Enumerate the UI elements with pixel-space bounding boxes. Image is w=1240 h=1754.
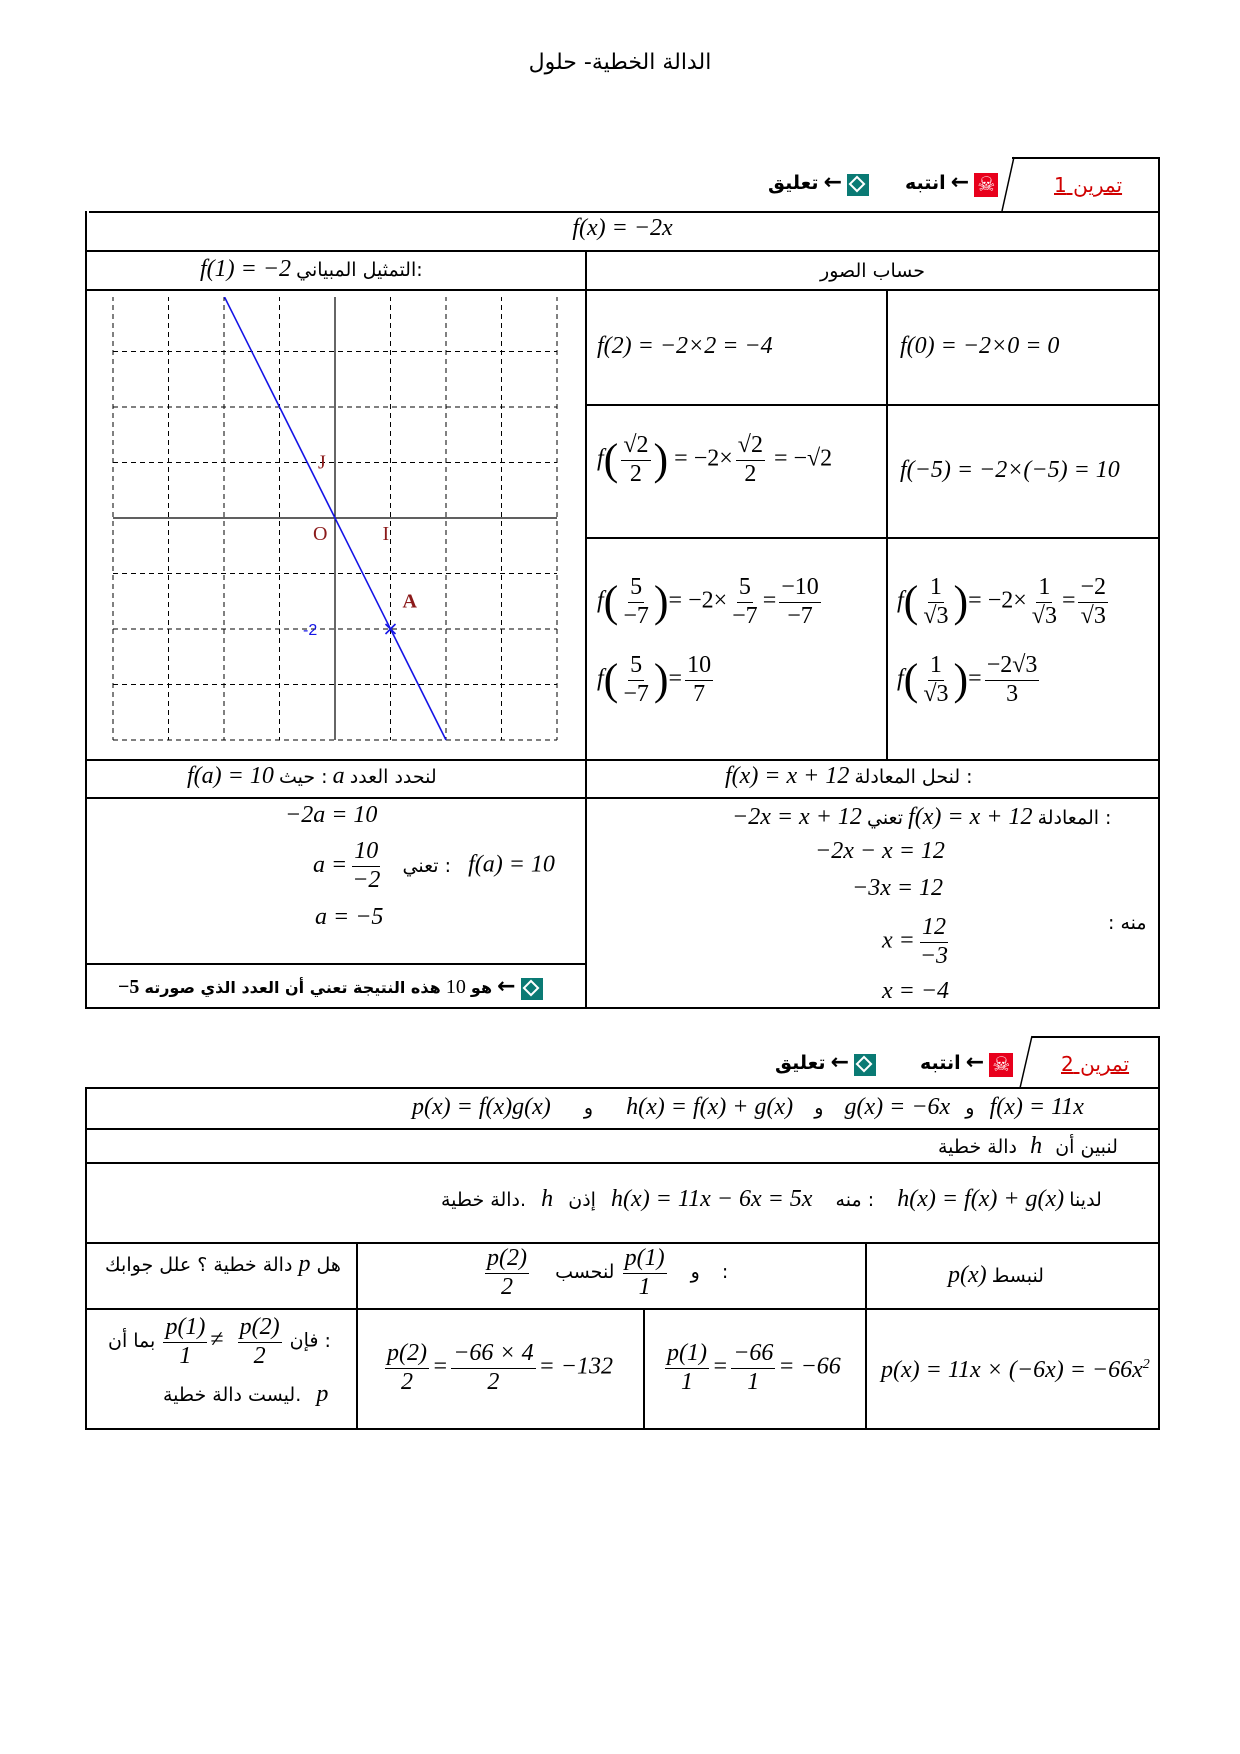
eq-minus2-times: = −2× <box>674 445 733 472</box>
exercise-1-note <box>118 974 543 1000</box>
arrow-icon: ← <box>497 974 516 999</box>
eqn-intro-math: f(x) = x + 12 <box>908 804 1033 830</box>
two: 2 <box>629 460 642 487</box>
h-calc: h(x) = 11x − 6x = 5x <box>611 1186 813 1212</box>
one: 1 <box>179 1342 192 1369</box>
warning-icon <box>974 173 998 197</box>
page-title: الدالة الخطية- حلول <box>528 50 712 75</box>
we-have: لدينا <box>1069 1189 1102 1211</box>
sqrt3: √3 <box>923 680 949 707</box>
simplify-header <box>948 1262 1044 1289</box>
eq-minus2-times: = −2× <box>968 587 1027 614</box>
label-j: J <box>318 451 326 474</box>
graph-header-math: f(1) = −2 <box>200 256 292 282</box>
warning-legend <box>905 170 998 197</box>
eqn-intro <box>732 804 1111 831</box>
question-a: هل <box>316 1254 341 1276</box>
eqn-den: −3 <box>919 942 949 969</box>
find-header-math: f(a) = 10 <box>187 763 274 789</box>
sqrt2: √2 <box>736 432 765 461</box>
def-p: p(x) = f(x)g(x) <box>412 1094 551 1120</box>
and: و <box>965 1097 975 1119</box>
p1: p(1) <box>623 1245 667 1274</box>
so: إذن <box>568 1189 596 1211</box>
calc-f-1-over-sqrt3-result: f( $\frac{1}{√3}$ )= $\frac{-2√3}{3}$ <box>897 652 1038 707</box>
compute-header <box>482 1245 728 1301</box>
p2-calc: $\frac{p(2)}{2}$ = $\frac{-66 \times 4}{2}$ = −132 <box>387 1340 613 1395</box>
h-proof <box>441 1186 1102 1213</box>
two: 2 <box>500 1273 513 1300</box>
p2-res: = −132 <box>538 1353 613 1380</box>
five: 5 <box>628 574 644 603</box>
and: و <box>583 1097 594 1119</box>
comment-label: تعليق <box>768 172 819 194</box>
a-den: −2 <box>352 866 381 893</box>
ten: 10 <box>685 652 713 681</box>
calc-f0: f(0) = −2×0 = 0 <box>900 333 1060 359</box>
warning-label: انتبه <box>920 1052 961 1074</box>
minus-seven: −7 <box>623 602 649 629</box>
eqn-x-frac <box>882 914 953 970</box>
a-final: a = −5 <box>315 904 384 930</box>
minus-seven: −7 <box>787 602 813 629</box>
a-cond: f(a) = 10 <box>468 851 555 878</box>
note-value: −5 <box>118 976 140 998</box>
graph <box>110 297 570 752</box>
p2: p(2) <box>385 1340 429 1369</box>
warning-icon <box>989 1053 1013 1077</box>
eqn-num: 12 <box>920 914 948 943</box>
a-line1: −2a = 10 <box>285 802 378 828</box>
calc-f2: f(2) = −2×2 = −4 <box>597 333 773 359</box>
solve-header-math: f(x) = x + 12 <box>725 763 850 789</box>
comment-icon <box>521 978 543 1000</box>
concl: ليست دالة خطية. <box>163 1384 302 1406</box>
arrow-icon: ← <box>965 1050 985 1075</box>
p1: p(1) <box>665 1340 709 1369</box>
p1-calc: $\frac{p(1)}{1}$ = $\frac{-66}{1}$ = −66 <box>667 1340 841 1395</box>
two: 2 <box>487 1368 500 1395</box>
note-text: هذه النتيجة تعني أن العدد الذي صورته <box>144 978 441 997</box>
calc-fm5: f(−5) = −2×(−5) = 10 <box>900 457 1120 483</box>
a-num: 10 <box>352 838 380 867</box>
solve-header <box>725 763 973 790</box>
label-a: A <box>402 590 417 613</box>
function-definition: f(x) = −2x <box>572 215 673 241</box>
p2: p(2) <box>485 1245 529 1274</box>
p2-num: −66 × 4 <box>451 1340 535 1369</box>
three: 3 <box>1006 680 1019 707</box>
question-b: دالة خطية ؟ علل جوابك <box>105 1254 293 1276</box>
one: 1 <box>928 574 944 603</box>
minus-two: −2 <box>1078 574 1108 603</box>
p-expand <box>881 1357 1150 1384</box>
eqn-x: x = <box>882 927 915 954</box>
question-var: p <box>298 1251 311 1277</box>
compute-text: لنحسب : <box>555 1260 729 1283</box>
calc-f-5-over-m7: f( $\frac{5}{-7}$ )= −2× $\frac{5}{-7}$ = $\frac{-10}{-7}$ <box>597 574 819 629</box>
comment-icon <box>847 174 869 196</box>
note-ten: 10 <box>445 976 466 998</box>
then: فإن <box>289 1329 319 1352</box>
def-g: g(x) = −6x <box>844 1094 951 1120</box>
five: 5 <box>628 652 644 681</box>
graph-header-text: التمثيل المبياني: <box>296 259 423 281</box>
solve-header-text: لنحل المعادلة : <box>854 766 973 788</box>
warning-label: انتبه <box>905 172 946 194</box>
seven: 7 <box>693 680 706 707</box>
show-var: h <box>1030 1133 1043 1159</box>
simplify-math: p(x) <box>948 1262 987 1288</box>
result: = −√2 <box>773 445 833 472</box>
one: 1 <box>638 1273 651 1300</box>
note-text-b: هو <box>470 978 493 997</box>
minus-seven: −7 <box>732 602 758 629</box>
sqrt3: √3 <box>1080 602 1106 629</box>
h-def: h(x) = f(x) + g(x) <box>897 1186 1065 1212</box>
exercise-1-title: تمرين 1 <box>1054 173 1123 197</box>
a-means: تعني : <box>402 854 451 877</box>
comment-legend <box>775 1050 876 1076</box>
one: 1 <box>1036 574 1052 603</box>
p1: p(1) <box>163 1314 207 1343</box>
minus-ten: −10 <box>779 574 821 603</box>
defs-row <box>412 1094 1084 1121</box>
one: 1 <box>747 1368 760 1395</box>
comment-label: تعليق <box>775 1052 826 1074</box>
find-header-var: a <box>332 763 345 789</box>
find-header <box>187 763 437 790</box>
a-line2 <box>313 838 555 894</box>
one: 1 <box>928 652 944 681</box>
show-b: دالة خطية <box>938 1136 1018 1158</box>
label-i: I <box>382 523 390 545</box>
two: 2 <box>253 1342 266 1369</box>
minus-2-sqrt3: −2√3 <box>985 652 1040 681</box>
and: و <box>814 1097 824 1119</box>
find-header-text: لنحدد العدد <box>349 766 437 788</box>
since: بما أن : <box>108 1329 331 1352</box>
a-eq: a = <box>313 851 348 878</box>
p1-num: −66 <box>731 1340 775 1369</box>
show-row <box>938 1133 1118 1160</box>
sqrt3: √3 <box>923 602 949 629</box>
conclusion-cell <box>100 1314 331 1370</box>
a-frac <box>313 838 385 893</box>
comment-icon <box>854 1054 876 1076</box>
and: و <box>690 1260 700 1283</box>
eqn-line3: −3x = 12 <box>852 875 944 901</box>
minus-seven: −7 <box>623 680 649 707</box>
one: 1 <box>680 1368 693 1395</box>
header-slant-line <box>1000 156 1016 212</box>
def-f: f(x) = 11x <box>989 1094 1084 1120</box>
show-a: لنبين أن <box>1055 1136 1118 1158</box>
comment-legend <box>768 170 869 196</box>
label-minus-2: -2 <box>303 622 318 639</box>
p-expand-exp: 2 <box>1142 1357 1150 1372</box>
question-cell <box>100 1250 346 1279</box>
warning-legend <box>920 1050 1013 1077</box>
find-header-where: حيث : <box>278 766 328 788</box>
arrow-icon: ← <box>830 1050 850 1075</box>
not-equal: ≠ <box>210 1326 224 1353</box>
calc-f-sqrt2-over-2: f( $\frac{√2}{2}$ ) = −2× $\frac{√2}{2}$ = −√2 <box>597 432 833 487</box>
simplify-text: لنبسط <box>991 1265 1044 1287</box>
equals: = <box>1061 587 1076 614</box>
header-slant-line <box>1018 1035 1034 1089</box>
eqn-line2: −2x − x = 12 <box>815 838 945 864</box>
equals: = <box>968 665 982 692</box>
graph-header <box>200 256 423 283</box>
two: 2 <box>744 460 757 487</box>
p1-res: = −66 <box>778 1353 841 1380</box>
h-concl: دالة خطية. <box>441 1189 527 1211</box>
conclusion-text <box>163 1381 328 1408</box>
equals: = <box>762 587 777 614</box>
h-var: h <box>541 1186 554 1212</box>
arrow-icon: ← <box>823 170 843 195</box>
label-o: O <box>313 523 328 545</box>
eqn-line1: −2x = x + 12 <box>732 804 862 830</box>
calc-f-5-over-m7-result: f( $\frac{5}{-7}$ )= $\frac{10}{7}$ <box>597 652 712 707</box>
calc-f-1-over-sqrt3: f( $\frac{1}{√3}$ )= −2× $\frac{1}{√3}$ = $\frac{-2}{√3}$ <box>897 574 1107 629</box>
eq-minus2-times: = −2× <box>668 587 728 614</box>
def-h: h(x) = f(x) + g(x) <box>626 1094 794 1120</box>
eqn-hence: منه : <box>1108 912 1147 934</box>
eqn-intro-text: المعادلة : <box>1037 807 1112 829</box>
images-header: حساب الصور <box>820 260 925 282</box>
p-expand-text: p(x) = 11x × (−6x) = −66x <box>881 1357 1143 1383</box>
eqn-final: x = −4 <box>882 978 950 1004</box>
arrow-icon: ← <box>950 170 970 195</box>
concl-var: p <box>316 1381 329 1407</box>
two: 2 <box>400 1368 413 1395</box>
hence: منه : <box>835 1189 875 1211</box>
p2: p(2) <box>238 1314 282 1343</box>
sqrt3: √3 <box>1031 602 1057 629</box>
sqrt2: √2 <box>621 432 650 461</box>
five: 5 <box>737 574 753 603</box>
exercise-2-title: تمرين 2 <box>1061 1052 1130 1076</box>
equals: = <box>668 665 683 692</box>
eqn-means: تعني <box>866 807 904 829</box>
